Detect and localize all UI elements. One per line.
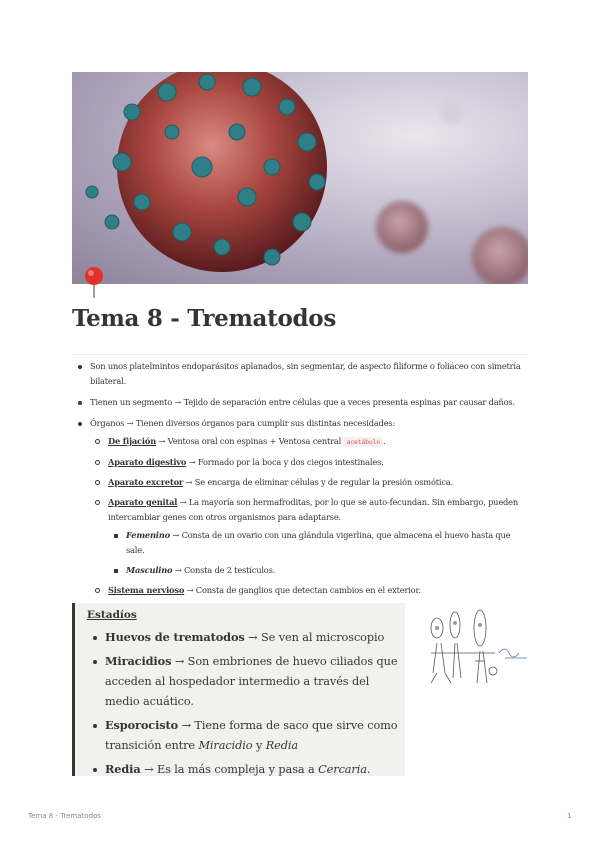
cover-image [72,72,528,284]
inline-code: acetábulo [344,437,383,447]
description: → Consta de un ovario con una glándula vigerlina, que almacena el huevo hasta que sale. [126,530,511,555]
stage-item [87,651,405,712]
description: → Se ven al microscopio [244,631,385,644]
description: → Formado por la boca y dos ciegos intestinales. [186,457,384,467]
description: → Se encarga de eliminar células y de regular la presión osmótica. [183,477,453,487]
trematode-life-stages-image [425,603,528,698]
organ-item-excretor [90,475,528,490]
emphasis: Cercaria [318,763,367,776]
punctuation: . [366,763,371,776]
round-pushpin-icon [83,266,105,298]
genital-item-masculino [108,563,528,578]
term: Aparato excretor [108,477,184,487]
term: Miracidios [105,654,172,668]
term: Femenino [126,530,170,540]
stages-list [87,627,405,780]
genital-item-femenino [108,528,528,558]
callout-title: Estadíos [87,609,137,621]
virus-illustration [72,72,528,284]
emphasis: Miracidio [198,739,253,752]
stage-item [87,715,405,756]
list-item [72,395,528,410]
description: → Ventosa oral con espinas + Ventosa central [156,436,344,446]
description: → Tiene forma de saco que sirve como transición entre [105,719,398,752]
term: Esporocisto [105,718,179,732]
description: → Consta de 2 testículos. [172,565,276,575]
term: Masculino [126,565,173,575]
list-item-text: Órganos → Tienen diversos órganos para cumplir sus distintas necesidades: [90,418,396,428]
description: → Es la más compleja y pasa a [140,763,319,776]
list-item [72,359,528,389]
organ-item-genital [90,495,528,578]
organ-item-nervioso [90,583,528,598]
list-item-text: Tienen un segmento → Tejido de separación entre células que a veces presenta espinas par causar daños. [90,397,515,407]
page-title: Tema 8 - Trematodos [72,305,336,332]
page-content [72,359,528,604]
emphasis: Redia [265,739,299,752]
page-number: 1 [567,812,572,820]
description: → La mayoría son hermafroditas, por lo que se auto-fecundan. Sin embargo, pueden intercambiar genes con otros organismos para adaptarse. [108,497,518,522]
list-item-text: Son unos platelmintos endoparásitos aplanados, sin segmentar, de aspecto filiforme o foliáceo con simetría bilateral. [90,361,521,386]
organ-item-digestivo [90,455,528,470]
term: Redia [105,762,141,776]
term: Aparato digestivo [108,457,187,467]
term: De fijación [108,436,157,446]
punctuation: . [382,436,386,446]
organ-list [90,434,528,598]
description: → Son embriones de huevo ciliados que acceden al hospedador intermedio a través del medio acuático. [105,655,398,708]
term: Sistema nervioso [108,585,185,595]
stage-item [87,627,405,648]
term: Aparato genital [108,497,178,507]
callout-estadios [72,603,405,776]
organ-item-fijacion [90,434,528,450]
genital-sublist [108,528,528,578]
list-item [72,416,528,598]
bullet-list [72,359,528,598]
connector: y [252,739,266,752]
description: → Consta de ganglios que detectan cambios en el exterior. [184,585,421,595]
stage-item [87,759,405,780]
term: Huevos de trematodos [105,630,245,644]
footer-title: Tema 8 - Trematodos [28,812,101,820]
title-divider [72,354,528,355]
